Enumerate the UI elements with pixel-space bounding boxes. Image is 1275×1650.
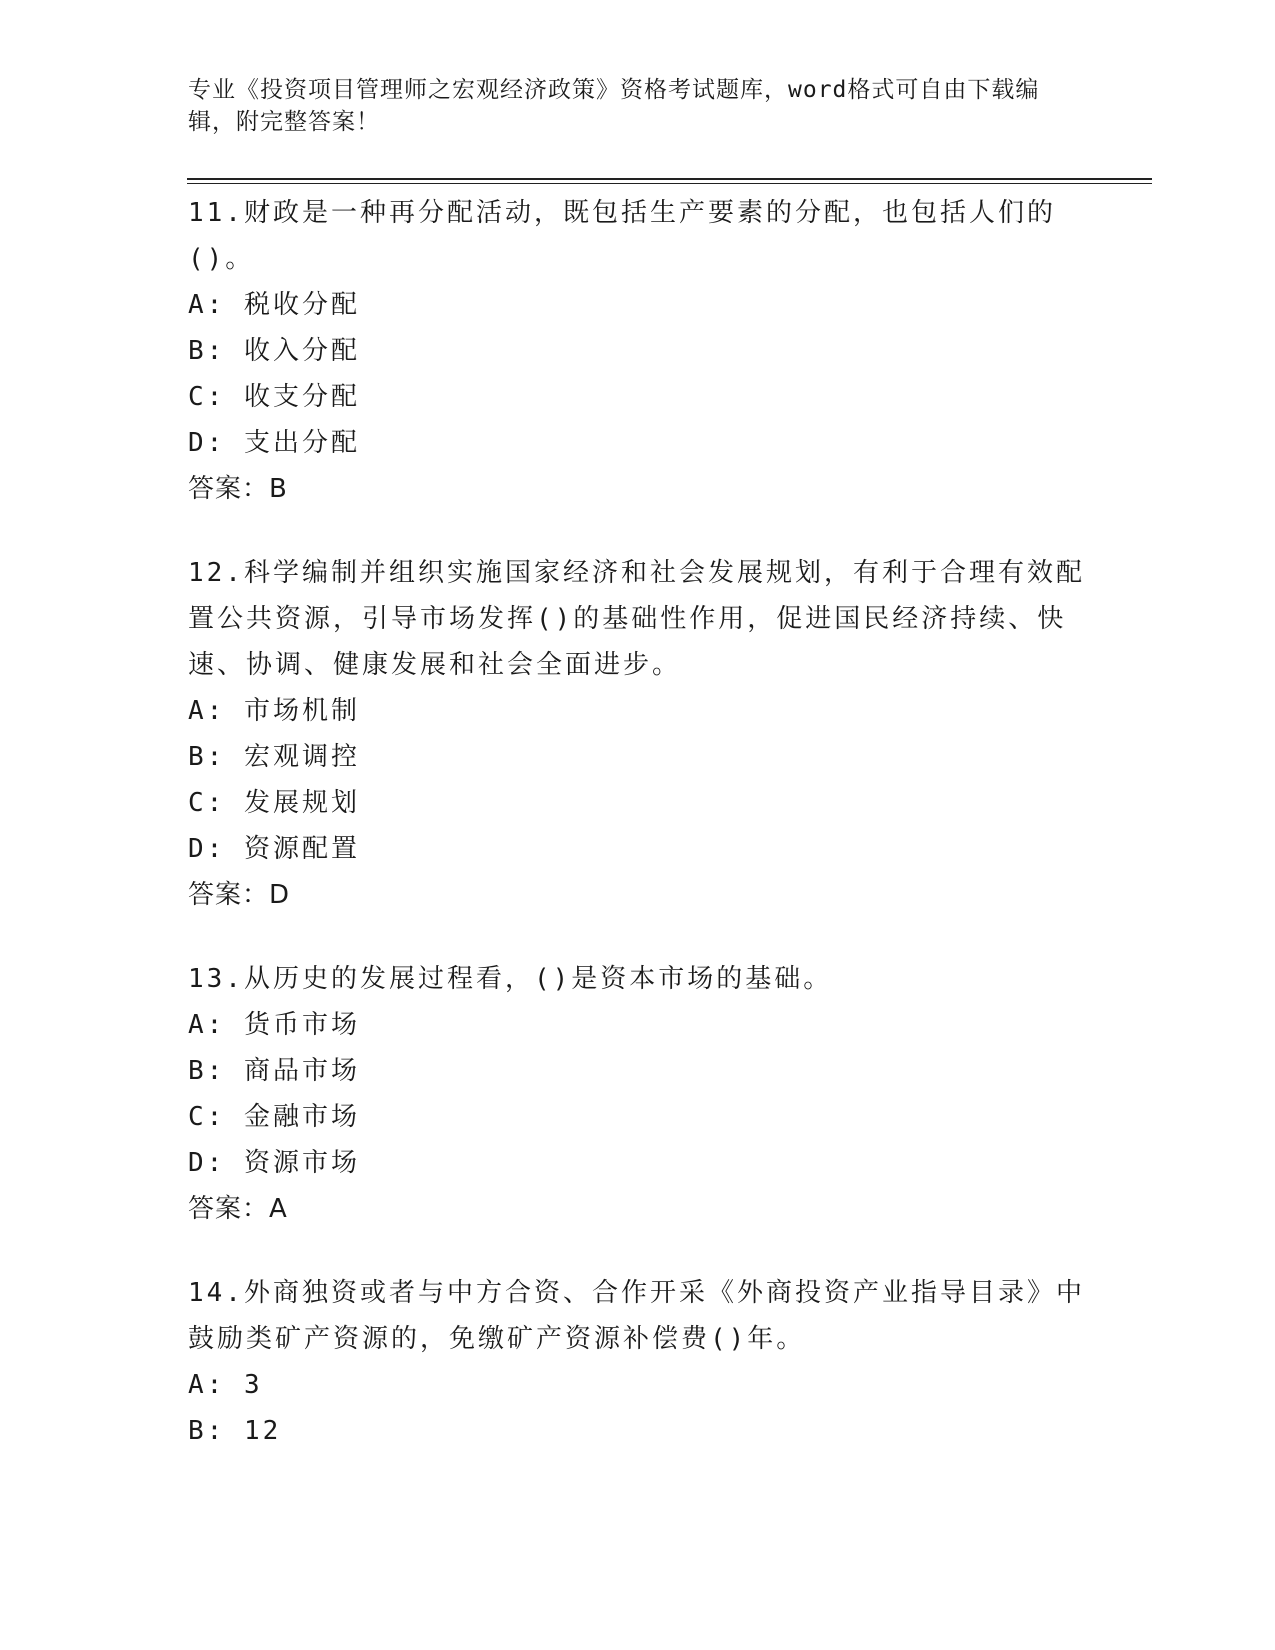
option-b: B: 商品市场	[188, 1056, 360, 1086]
question-13	[188, 956, 1088, 1232]
option-a: A: 3	[188, 1370, 263, 1400]
option-d: D: 资源市场	[188, 1148, 360, 1178]
option-c: C: 收支分配	[188, 382, 360, 412]
question-list	[188, 190, 1088, 1492]
option-b: B: 宏观调控	[188, 742, 360, 772]
answer-line: 答案：A	[188, 1194, 288, 1224]
option-b: B: 12	[188, 1416, 282, 1446]
question-stem: 13.从历史的发展过程看，()是资本市场的基础。	[188, 964, 833, 994]
option-d: D: 资源配置	[188, 834, 360, 864]
option-c: C: 金融市场	[188, 1102, 360, 1132]
question-stem: 14.外商独资或者与中方合资、合作开采《外商投资产业指导目录》中鼓励类矿产资源的，免缴矿产资源补偿费()年。	[188, 1278, 1085, 1354]
answer-line: 答案：D	[188, 880, 291, 910]
option-a: A: 市场机制	[188, 696, 360, 726]
answer-line: 答案：B	[188, 474, 288, 504]
header-rule-thin	[187, 183, 1152, 184]
option-b: B: 收入分配	[188, 336, 360, 366]
question-14	[188, 1270, 1088, 1454]
question-12	[188, 550, 1088, 918]
question-stem: 12.科学编制并组织实施国家经济和社会发展规划，有利于合理有效配置公共资源，引导市场发挥()的基础性作用，促进国民经济持续、快速、协调、健康发展和社会全面进步。	[188, 558, 1085, 680]
question-stem: 11.财政是一种再分配活动，既包括生产要素的分配，也包括人们的()。	[188, 198, 1056, 274]
option-d: D: 支出分配	[188, 428, 360, 458]
option-c: C: 发展规划	[188, 788, 360, 818]
question-11	[188, 190, 1088, 512]
option-a: A: 货币市场	[188, 1010, 360, 1040]
document-header: 专业《投资项目管理师之宏观经济政策》资格考试题库，word格式可自由下载编辑，附完整答案！	[188, 77, 1040, 135]
option-a: A: 税收分配	[188, 290, 360, 320]
header-rule-thick	[187, 178, 1152, 180]
